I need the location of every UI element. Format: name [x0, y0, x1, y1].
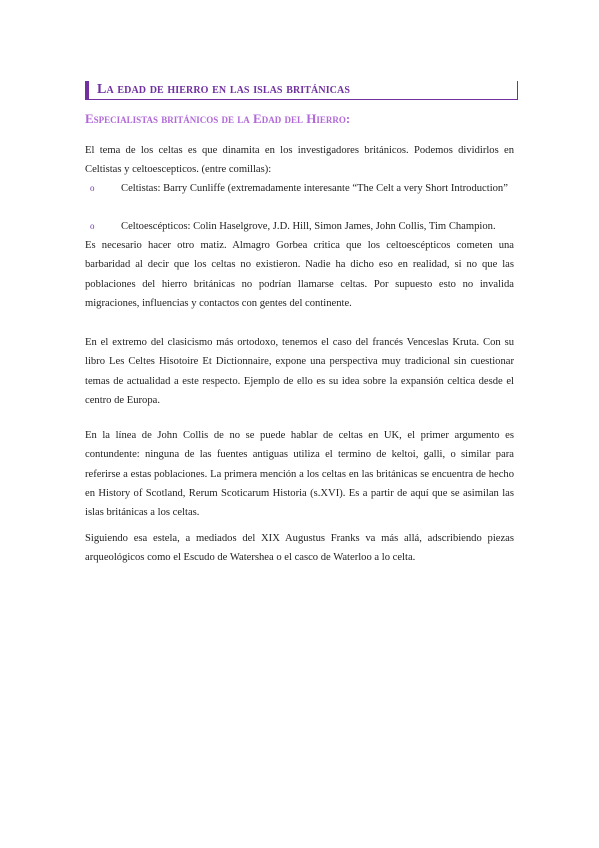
list-item-text: Celtistas: Barry Cunliffe (extremadamente interesante “The Celt a very Short Introduction” — [121, 183, 508, 194]
list-item-text: Celtoescépticos: Colin Haselgrove, J.D. Hill, Simon James, John Collis, Tim Champion. — [121, 221, 496, 232]
paragraph-franks: Siguiendo esa estela, a mediados del XIX Augustus Franks va más allá, adscribiendo piezas arqueológicos como el Escudo de Watershea o el casco de Waterloo a lo celta. — [85, 533, 514, 564]
heading-box — [85, 81, 518, 100]
specialists-list — [85, 179, 514, 236]
page-title: La edad de hierro en las islas británicas — [97, 82, 350, 97]
list-item — [85, 179, 514, 217]
bullet-icon: o — [90, 221, 95, 231]
section-subtitle: Especialistas británicos de la Edad del Hierro: — [85, 111, 351, 126]
paragraph-collis: En la línea de John Collis de no se puede hablar de celtas en UK, el primer argumento es contundente: ninguna de las fuentes antiguas utiliza el termino de keltoi, galli, o similar para referirse a estas poblaciones. La primera mención a los celtas en las británicas se encuentra de hecho en History of Scotland, Rerum Scoticarum Historia (s.XVI). Es a partir de aquí que se asimilan las islas británicas a los celtas. — [85, 430, 514, 519]
bullet-icon: o — [90, 183, 95, 193]
paragraph-kruta: En el extremo del clasicismo más ortodoxo, tenemos el caso del francés Venceslas Kruta. Con su libro Les Celtes Hisotoire Et Dictionnaire, expone una perspectiva muy tradicional sin cuestionar temas de actualidad a este respecto. Ejemplo de ello es su idea sobre la expansión celtica desde el centro de Europa. — [85, 337, 514, 406]
paragraph-matiz: Es necesario hacer otro matiz. Almagro Gorbea critica que los celtoescépticos cometen una barbaridad al decir que los celtas no existieron. Nadie ha dicho eso en realidad, si no que las poblaciones del hierro británicas no podrían llamarse celtas. Por supuesto esto no invalida migraciones, influencias y contactos con gentes del continente. — [85, 240, 514, 309]
paragraph-intro: El tema de los celtas es que dinamita en los investigadores británicos. Podemos dividirlos en Celtistas y celtoescepticos. (entre comillas): — [85, 145, 514, 176]
list-item — [85, 217, 514, 236]
